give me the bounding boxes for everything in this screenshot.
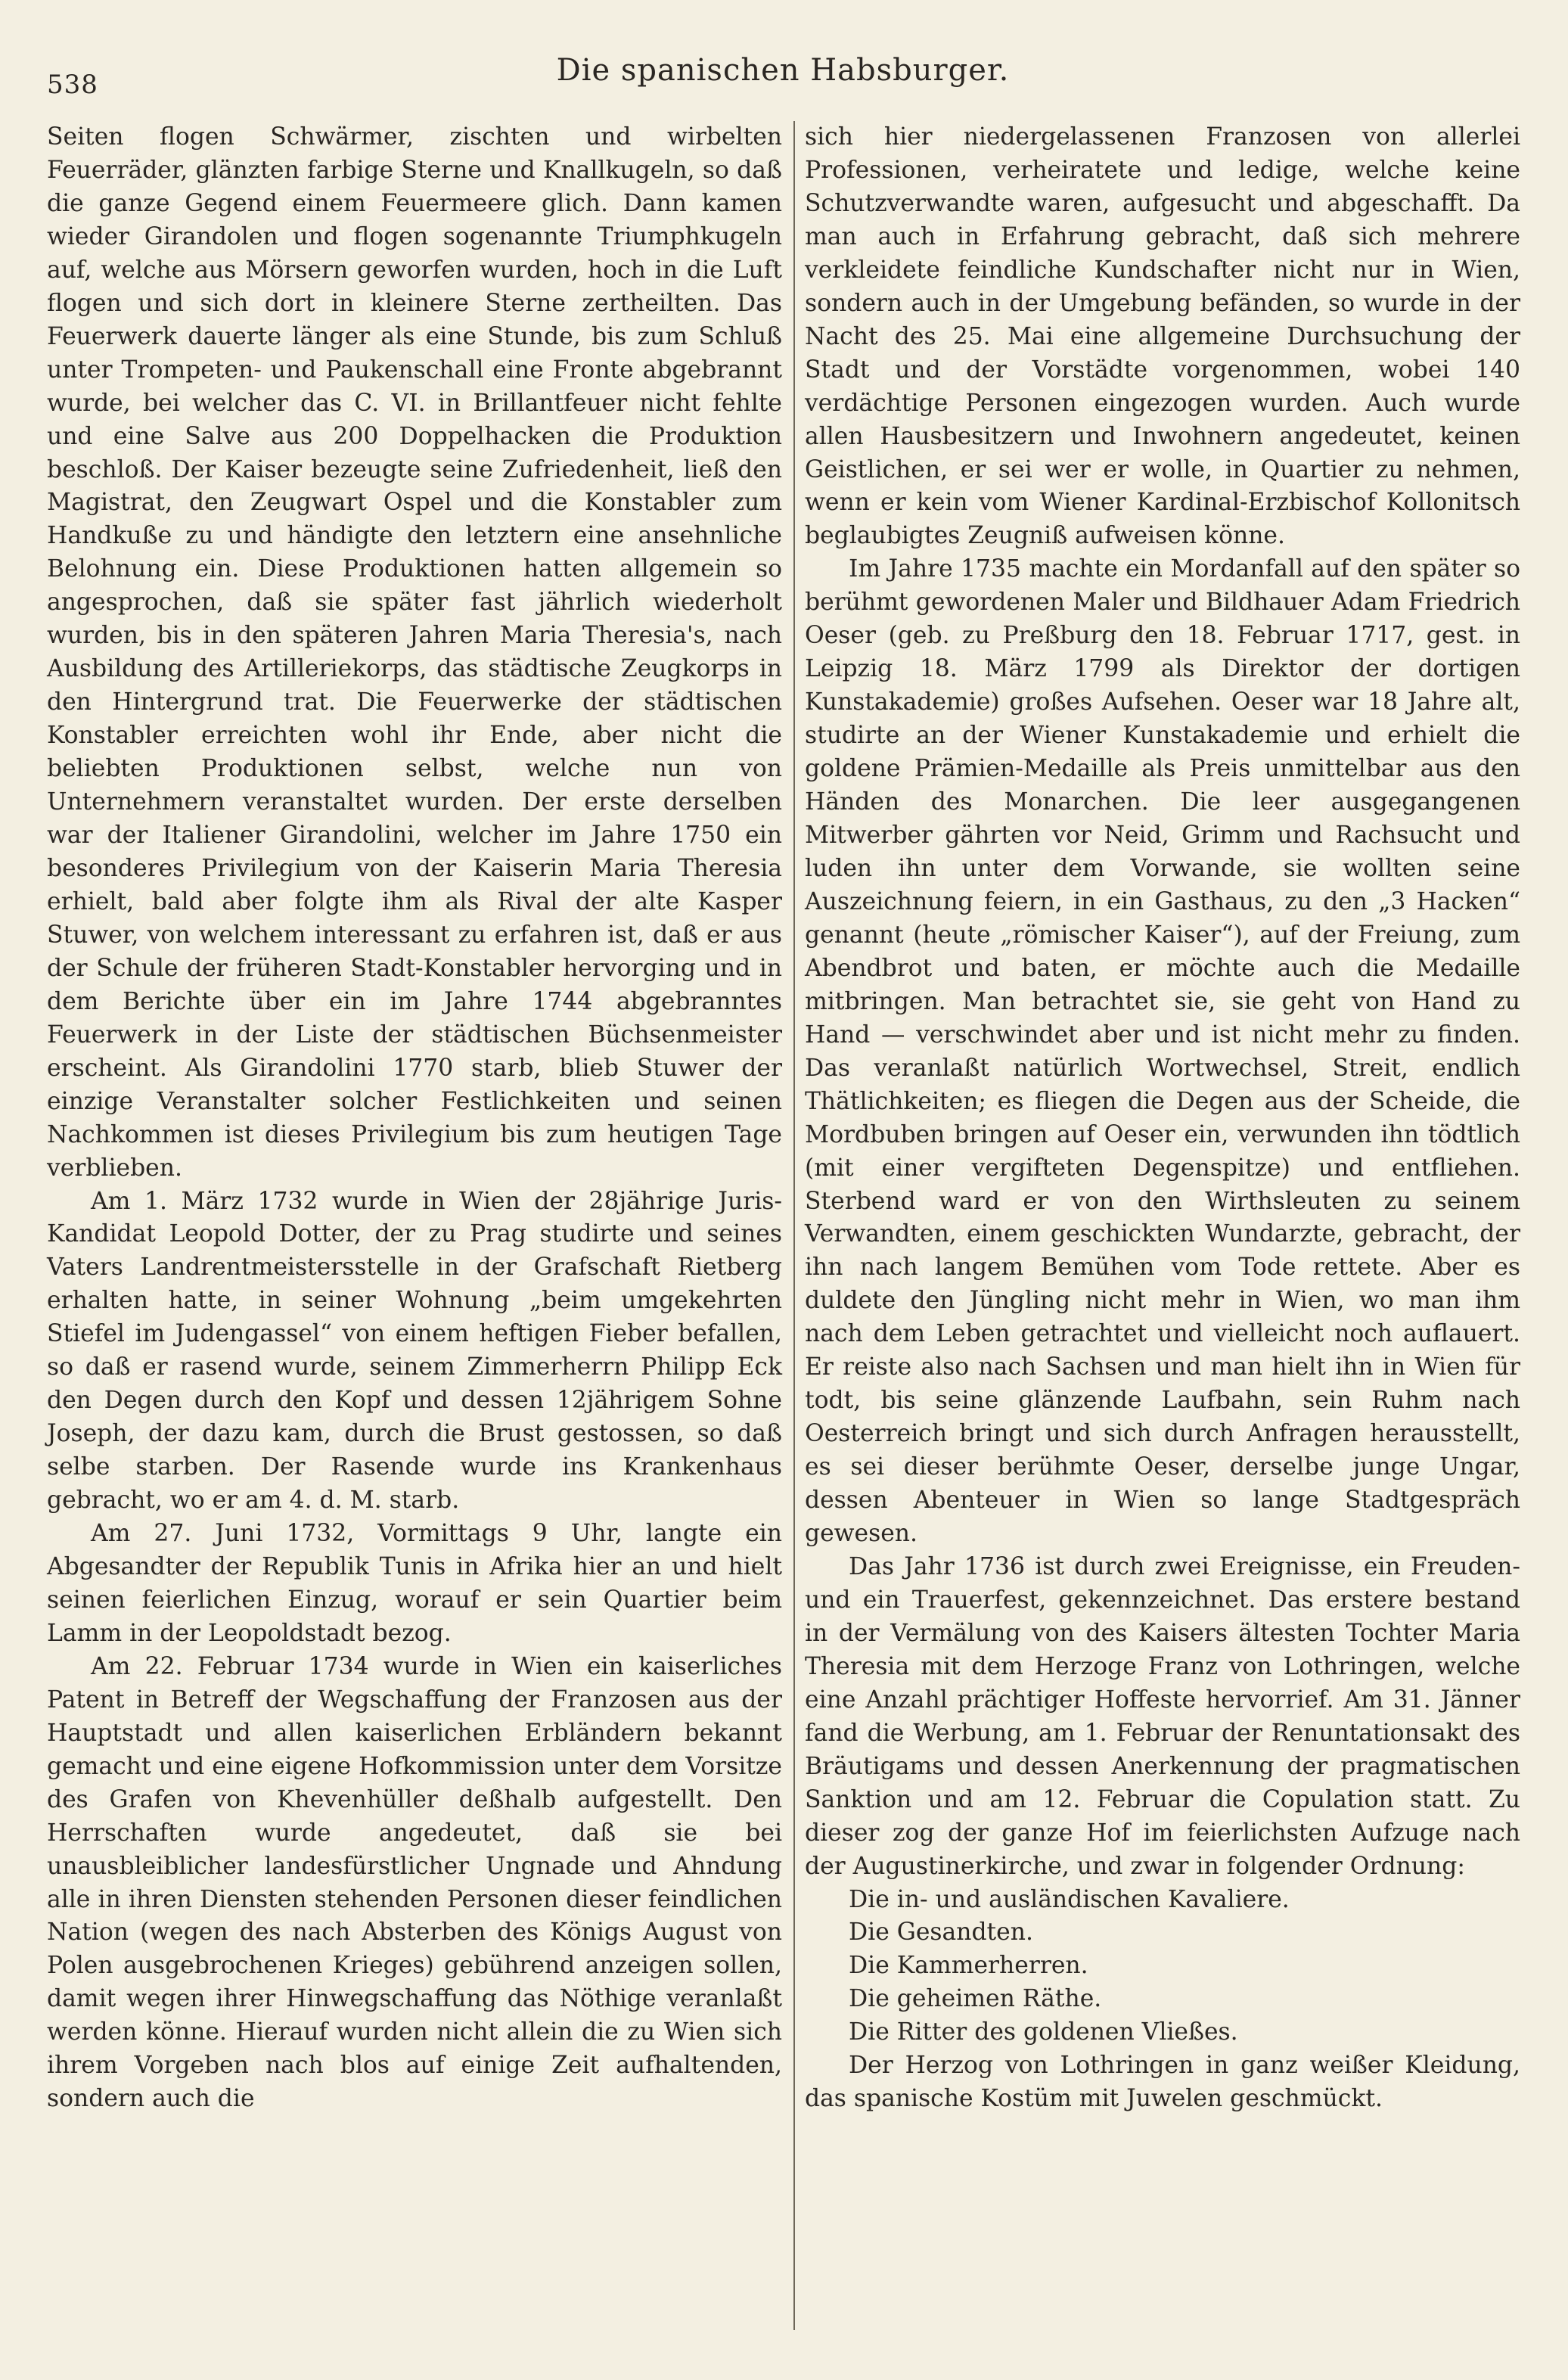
paragraph-french-expulsion: Am 22. Februar 1734 wurde in Wien ein kaiserliches Patent in Betreff der Wegschaffung der Franzosen aus der Hauptstadt und allen kaiserlichen Erbländern bekannt gemacht und eine eigene Hofkommission unter dem Vorsitze des Grafen von Khevenhüller deßhalb aufgestellt. Den Herrschaften wurde angedeutet, daß sie bei unausbleiblicher landesfürstlicher Ungnade und Ahndung alle in ihren Diensten stehenden Personen dieser feindlichen Nation (wegen des nach Absterben des Königs August von Polen ausgebrochenen Krieges) gebührend anzeigen sollen, damit wegen ihrer Hinwegschaffung das Nöthige veranlaßt werden könne. Hierauf wurden nicht allein die zu Wien sich ihrem Vorgeben nach blos auf einige Zeit aufhaltenden, sondern auch die: [47, 1652, 782, 2113]
running-title: Die spanischen Habsburger.: [556, 53, 1010, 88]
page-number: 538: [47, 70, 98, 100]
paragraph-dotter: Am 1. März 1732 wurde in Wien der 28jährige Juris-Kandidat Leopold Dotter, der zu Prag studirte und seines Vaters Landrentmeistersstelle in der Grafschaft Rietberg erhalten hatte, in seiner Wohnung „beim umgekehrten Stiefel im Judengassel“ von einem heftigen Fieber befallen, so daß er rasend wurde, seinem Zimmerherrn Philipp Eck den Degen durch den Kopf und dessen 12jährigem Sohne Joseph, der dazu kam, durch die Brust gestossen, so daß selbe starben. Der Rasende wurde ins Krankenhaus gebracht, wo er am 4. d. M. starb.: [47, 1187, 782, 1515]
procession-item: Die geheimen Räthe.: [849, 1985, 1102, 2013]
procession-item: Die Kammerherren.: [849, 1952, 1088, 1980]
paragraph-fireworks: Seiten flogen Schwärmer, zischten und wirbelten Feuerräder, glänzten farbige Sterne und Knallkugeln, so daß die ganze Gegend einem Feuermeere glich. Dann kamen wieder Girandolen und flogen sogenannte Triumphkugeln auf, welche aus Mörsern geworfen wurden, hoch in die Luft flogen und sich dort in kleinere Sterne zertheilten. Das Feuerwerk dauerte länger als eine Stunde, bis zum Schluß unter Trompeten- und Paukenschall eine Fronte abgebrannt wurde, bei welcher das C. VI. in Brillantfeuer nicht fehlte und eine Salve aus 200 Doppelhacken die Produktion beschloß. Der Kaiser bezeugte seine Zufriedenheit, ließ den Magistrat, den Zeugwart Ospel und die Konstabler zum Handkuße zu und händigte den letztern eine ansehnliche Belohnung ein. Diese Produktionen hatten allgemein so angesprochen, daß sie später fast jährlich wiederholt wurden, bis in den späteren Jahren Maria Theresia's, nach Ausbildung des Artilleriekorps, das städtische Zeugkorps in den Hintergrund trat. Die Feuerwerke der städtischen Konstabler erreichten wohl ihr Ende, aber nicht die beliebten Produktionen selbst, welche nun von Unternehmern veranstaltet wurden. Der erste derselben war der Italiener Girandolini, welcher im Jahre 1750 ein besonderes Privilegium von der Kaiserin Maria Theresia erhielt, bald aber folgte ihm als Rival der alte Kasper Stuwer, von welchem interessant zu erfahren ist, daß er aus der Schule der früheren Stadt-Konstabler hervorging und in dem Berichte über ein im Jahre 1744 abgebranntes Feuerwerk in der Liste der städtischen Büchsenmeister erscheint. Als Girandolini 1770 starb, blieb Stuwer der einzige Veranstalter solcher Festlichkeiten und seinen Nachkommen ist dieses Privilegium bis zum heutigen Tage verblieben.: [47, 123, 782, 1182]
left-column: [47, 121, 782, 2116]
paragraph-tunis-envoy: Am 27. Juni 1732, Vormittags 9 Uhr, langte ein Abgesandter der Republik Tunis in Afrika hier an und hielt seinen feierlichen Einzug, worauf er sein Quartier beim Lamm in der Leopoldstadt bezog.: [47, 1520, 782, 1647]
column-divider: [793, 121, 795, 2330]
procession-item: Die in- und ausländischen Kavaliere.: [849, 1885, 1290, 1913]
right-column: [805, 121, 1520, 2116]
paragraph-1736-wedding: Das Jahr 1736 ist durch zwei Ereignisse, ein Freuden- und ein Trauerfest, gekennzeichnet. Das erstere bestand in der Vermälung von des Kaisers ältesten Tochter Maria Theresia mit dem Herzoge Franz von Lothringen, welche eine Anzahl prächtiger Hoffeste hervorrief. Am 31. Jänner fand die Werbung, am 1. Februar der Renuntationsakt des Bräutigams und dessen Anerkennung der pragmatischen Sanktion und am 12. Februar die Copulation statt. Zu dieser zog der ganze Hof im feierlichsten Aufzuge nach der Augustinerkirche, und zwar in folgender Ordnung:: [805, 1552, 1520, 1880]
procession-item: Die Ritter des goldenen Vließes.: [849, 2018, 1238, 2046]
paragraph-french-continued: sich hier niedergelassenen Franzosen von allerlei Professionen, verheiratete und ledige, welche keine Schutzverwandte waren, aufgesucht und abgeschafft. Da man auch in Erfahrung gebracht, daß sich mehrere verkleidete feindliche Kundschafter nicht nur in Wien, sondern auch in der Umgebung befänden, so wurde in der Nacht des 25. Mai eine allgemeine Durchsuchung der Stadt und der Vorstädte vorgenommen, wobei 140 verdächtige Personen eingezogen wurden. Auch wurde allen Hausbesitzern und Inwohnern angedeutet, keinen Geistlichen, er sei wer er wolle, in Quartier zu nehmen, wenn er kein vom Wiener Kardinal-Erzbischof Kollonitsch beglaubigtes Zeugniß aufweisen könne.: [805, 123, 1520, 550]
paragraph-duke-of-lorraine: Der Herzog von Lothringen in ganz weißer Kleidung, das spanische Kostüm mit Juwelen geschmückt.: [805, 2052, 1520, 2113]
paragraph-oeser: Im Jahre 1735 machte ein Mordanfall auf den später so berühmt gewordenen Maler und Bildhauer Adam Friedrich Oeser (geb. zu Preßburg den 18. Februar 1717, gest. in Leipzig 18. März 1799 als Direktor der dortigen Kunstakademie) großes Aufsehen. Oeser war 18 Jahre alt, studirte an der Wiener Kunstakademie und erhielt die goldene Prämien-Medaille als Preis unmittelbar aus den Händen des Monarchen. Die leer ausgegangenen Mitwerber gährten vor Neid, Grimm und Rachsucht und luden ihn unter dem Vorwande, sie wollten seine Auszeichnung feiern, in ein Gasthaus, zu den „3 Hacken“ genannt (heute „römischer Kaiser“), auf der Freiung, zum Abendbrot und baten, er möchte auch die Medaille mitbringen. Man betrachtet sie, sie geht von Hand zu Hand — verschwindet aber und ist nicht mehr zu finden. Das veranlaßt natürlich Wortwechsel, Streit, endlich Thätlichkeiten; es fliegen die Degen aus der Scheide, die Mordbuben bringen auf Oeser ein, verwunden ihn tödtlich (mit einer vergifteten Degenspitze) und entfliehen. Sterbend ward er von den Wirthsleuten zu seinem Verwandten, einem geschickten Wundarzte, gebracht, der ihn nach langem Bemühen vom Tode rettete. Aber es duldete den Jüngling nicht mehr in Wien, wo man ihm nach dem Leben getrachtet und vielleicht noch auflauert. Er reiste also nach Sachsen und man hielt ihn in Wien für todt, bis seine glänzende Laufbahn, sein Ruhm nach Oesterreich bringt und sich durch Anfragen herausstellt, es sei dieser berühmte Oeser, derselbe junge Ungar, dessen Abenteuer in Wien so lange Stadtgespräch gewesen.: [805, 555, 1520, 1548]
procession-item: Die Gesandten.: [849, 1919, 1033, 1947]
